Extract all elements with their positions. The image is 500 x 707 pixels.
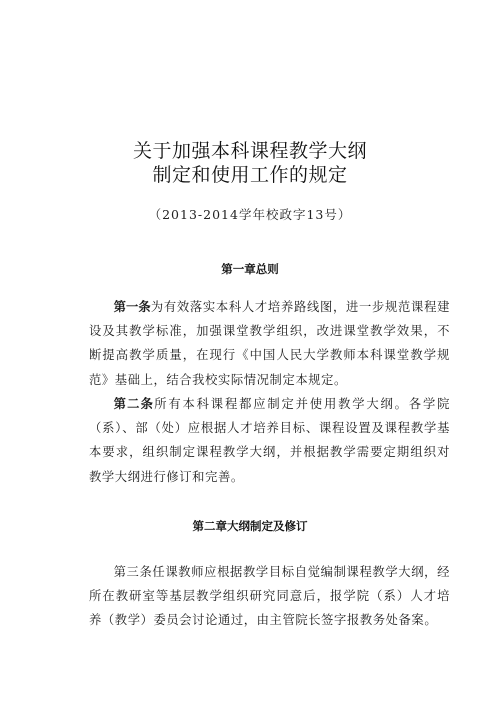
article-3 [89, 560, 450, 633]
chapter-1-heading: 第一章总则 [221, 262, 279, 276]
document-number: （2013-2014学年校政字13号） [148, 207, 352, 222]
document-title-line1: 关于加强本科课程教学大纲 [132, 140, 367, 162]
document-title-line2: 制定和使用工作的规定 [152, 164, 348, 186]
article-1-text: 为有效落实本科人才培养路线图，进一步规范课程建设及其教学标准，加强课堂教学组织，改进课堂教学效果，不断提高教学质量，在现行《中国人民大学教师本科课堂教学规范》基础上，结合我校实际情况制定本规定。 [89, 300, 450, 387]
article-2-lead: 第二条 [113, 397, 155, 411]
article-1 [89, 295, 450, 392]
article-1-lead: 第一条 [113, 300, 151, 314]
chapter-2-heading: 第二章大纲制定及修订 [192, 519, 308, 533]
article-3-text: 第三条任课教师应根据教学目标自觉编制课程教学大纲，经所在教研室等基层教学组织研究同意后，报学院（系）人才培养（教学）委员会讨论通过，由主管院长签字报教务处备案。 [89, 565, 450, 628]
article-2 [89, 392, 450, 489]
article-2-text: 所有本科课程都应制定并使用教学大纲。各学院（系）、部（处）应根据人才培养目标、课程设置及课程教学基本要求，组织制定课程教学大纲，并根据教学需要定期组织对教学大纲进行修订和完善。 [89, 397, 450, 484]
